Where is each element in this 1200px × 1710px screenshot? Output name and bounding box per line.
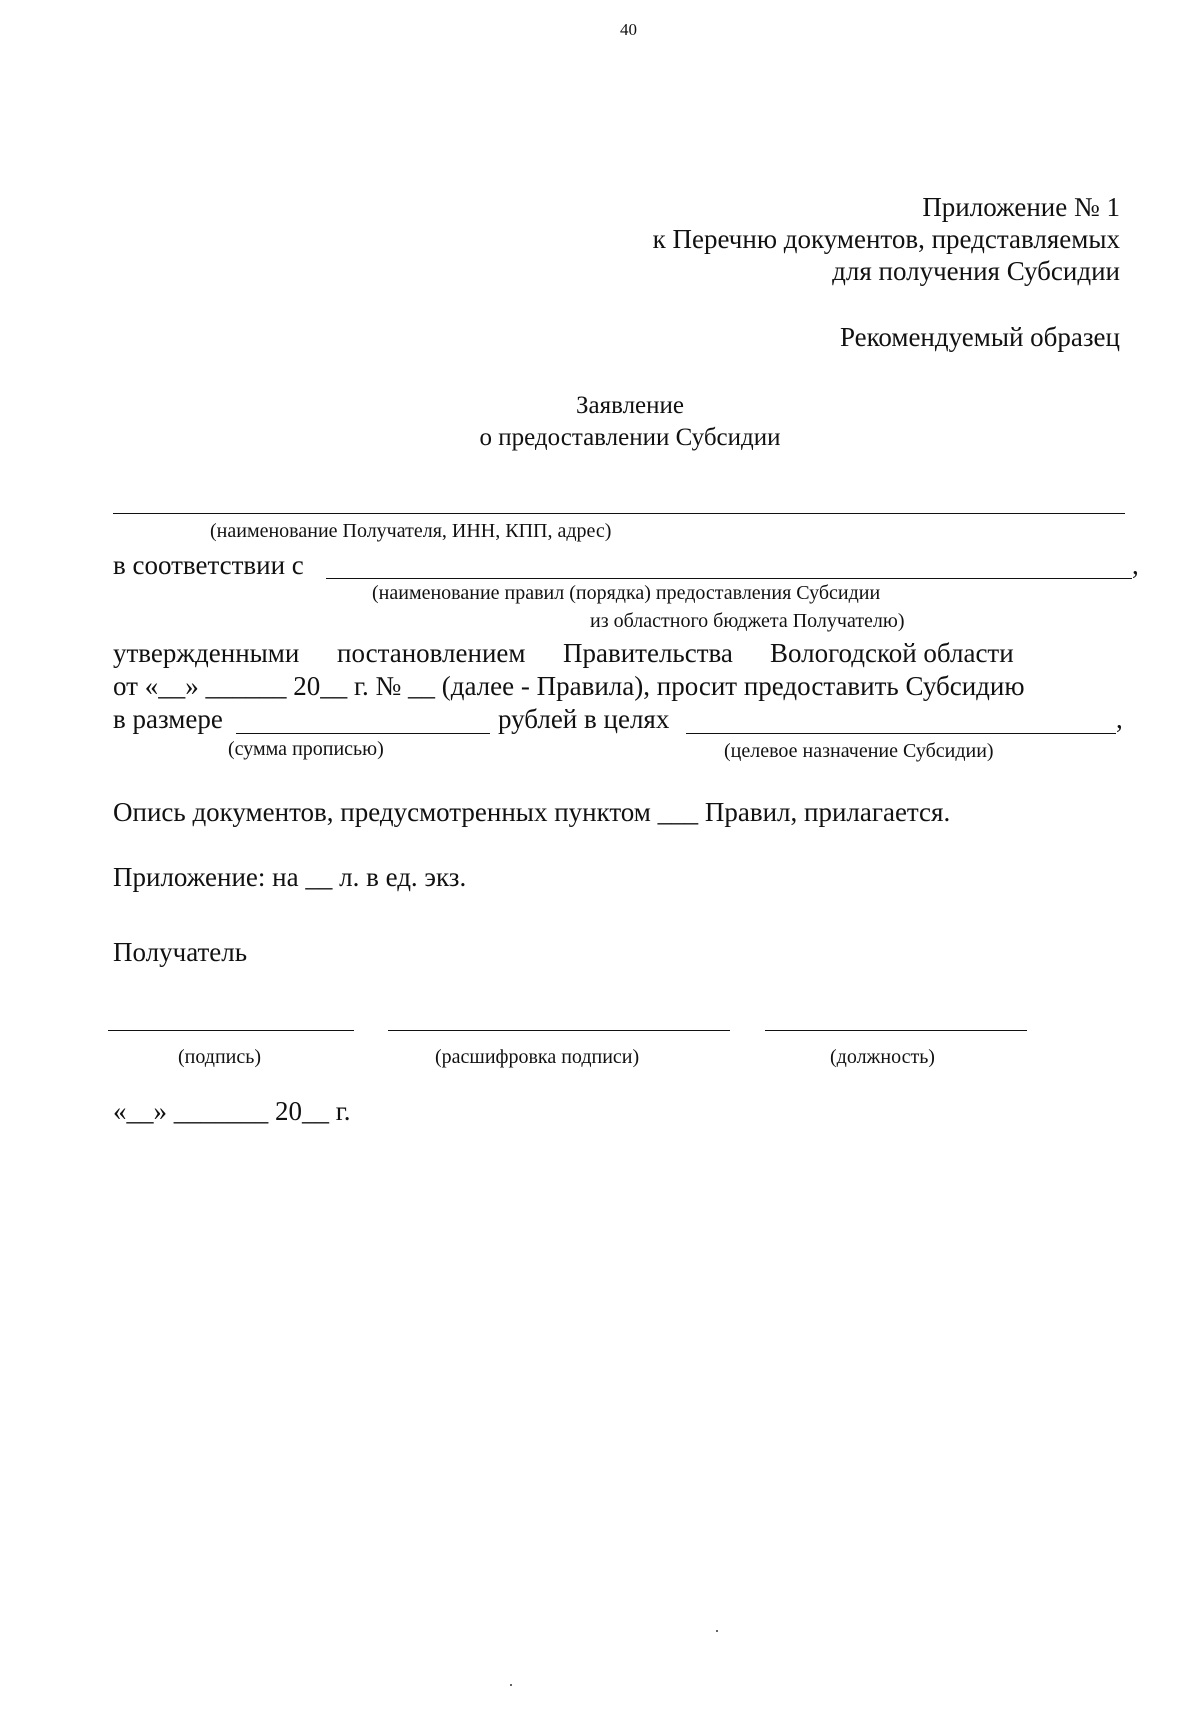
from-line: от «__» ______ 20__ г. № __ (далее - Правила), просит предоставить Субсидию (113, 671, 1025, 701)
recipient-caption: (наименование Получателя, ИНН, КПП, адрес) (210, 520, 612, 542)
appendix-line-3: для получения Субсидии (832, 256, 1120, 286)
signature-decode-line (388, 1030, 730, 1031)
document-title: Заявление (575, 392, 685, 419)
amount-label: в размере (113, 704, 223, 734)
signature-decode-caption: (расшифровка подписи) (435, 1046, 640, 1068)
recipient-name-line (113, 513, 1125, 514)
purpose-field-line (686, 733, 1116, 734)
scan-speck (510, 1684, 512, 1686)
signature-line (108, 1030, 354, 1031)
signature-caption: (подпись) (178, 1046, 262, 1068)
appendix-line-1: Приложение № 1 (922, 192, 1120, 222)
position-caption: (должность) (830, 1046, 935, 1068)
approved-word-3: Правительства (563, 638, 733, 668)
document-subtitle: о предоставлении Субсидии (479, 424, 781, 451)
accordance-comma: , (1132, 550, 1139, 580)
rules-caption-1: (наименование правил (порядка) предоставления Субсидии (372, 582, 881, 604)
rubles-purpose-label: рублей в целях (498, 704, 670, 734)
approved-word-4: Вологодской области (770, 638, 1014, 668)
sum-caption: (сумма прописью) (228, 738, 384, 760)
rules-caption-2: из областного бюджета Получателю) (590, 610, 905, 632)
date-line: «__» _______ 20__ г. (113, 1096, 351, 1126)
sample-note: Рекомендуемый образец (839, 322, 1120, 352)
approved-word-2: постановлением (337, 638, 526, 668)
approved-word-1: утвержденными (113, 638, 300, 668)
inventory-line: Опись документов, предусмотренных пунктом ___ Правил, прилагается. (113, 797, 951, 827)
amount-field-line (236, 733, 490, 734)
scan-speck (716, 1630, 718, 1632)
position-line (765, 1030, 1027, 1031)
purpose-caption: (целевое назначение Субсидии) (724, 740, 994, 762)
rules-name-line (326, 578, 1132, 579)
accordance-label: в соответствии с (113, 550, 304, 580)
amount-end-comma: , (1116, 704, 1123, 734)
appendix-line-2: к Перечню документов, представляемых (652, 224, 1120, 254)
attachment-line: Приложение: на __ л. в ед. экз. (113, 862, 467, 892)
page-number: 40 (620, 20, 637, 39)
recipient-label: Получатель (113, 937, 248, 967)
